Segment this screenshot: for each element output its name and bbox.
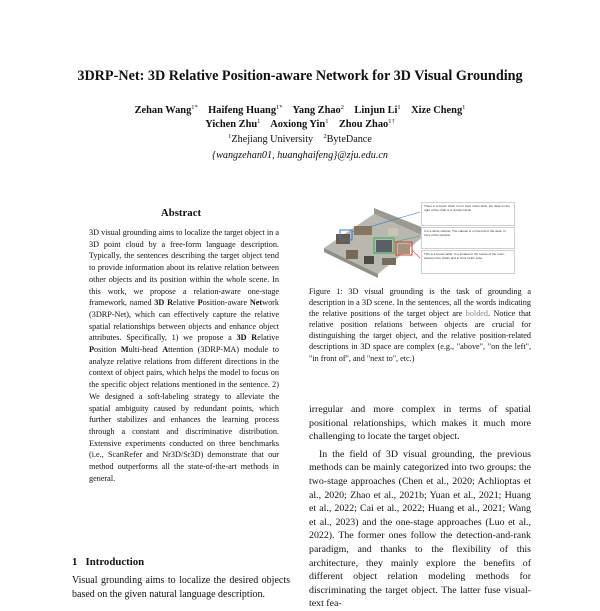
author-row-2 [0, 119, 600, 130]
figure-1 [316, 200, 516, 278]
section-heading-introduction: 1 Introduction [72, 556, 145, 568]
author: Haifeng Huang$^{1*}$ [208, 104, 283, 116]
paragraph: In the field of 3D visual grounding, the previous methods can be mainly categorized into two groups: the two-stage approaches (Chen et al., 2020; Achlioptas et al., 2020; Zhao et al., 2021b; Yuan et al., 2021; Huang et al., 2022; Cai et al., 2022; Huang et al., 2021; Wang et al., 2023) and the one-stage approaches (Luo et al., 2022). The former ones follow the detection-and-rank paradigm, and thanks to the flexibility of this architecture, they mainly explore the benefits of different object relation modeling methods for discriminating the target object. The latter fuse visual-text fea- [309, 448, 531, 610]
author: Zehan Wang$^{1*}$ [134, 104, 198, 116]
author-email: {wangzehan01, huanghaifeng}@zju.edu.cn [212, 150, 388, 161]
figure-description-1: There is a brown chair, it is in front of the desk, the desk on the right of the chair is a wooden desk. [421, 202, 515, 226]
figure-description-3: This is a brown table. It is located in the center of the room, between the chairs and in front of the sofa. [421, 250, 515, 274]
figure-description-2: It is a white cabinet. The cabinet is on the left of the desk, in front of the window. [421, 227, 515, 249]
author: Linjun Li$^1$ [354, 104, 401, 116]
paper-title: 3DRP-Net: 3D Relative Position-aware Network for 3D Visual Grounding [77, 68, 523, 84]
author: Aoxiong Yin$^1$ [270, 118, 329, 130]
abstract-body: 3D visual grounding aims to localize the target object in a 3D point cloud by a free-form language description. Typically, the sentences describing the target object tend to provide information about its relative relation between other objects and its position within the whole scene. In this work, we propose a relation-aware one-stage framework, named 3D Relative Position-aware Network (3DRP-Net), which can effectively capture the relative spatial relationships between objects and enhance object attributes. Specifically, 1) we propose a 3D Relative Position Multi-head Attention (3DRP-MA) module to analyze relative relations from different directions in the context of object pairs, which helps the model to focus on the specific object relations mentioned in the sentence. 2) We designed a soft-labeling strategy to alleviate the spatial ambiguity caused by redundant points, which further stabilizes and enhances the learning process through a constant and discriminative distribution. Extensive experiments conducted on three benchmarks (i.e., ScanRefer and Nr3D/Sr3D) demonstrate that our method outperforms all the state-of-the-art methods in general. [89, 228, 280, 483]
figure-1-caption: Figure 1: 3D visual grounding is the task of grounding a description in a 3D scene. In the sentences, all the words indicating the relative positions of the target object are bolded. Notice that relative position relations between objects are crucial for distinguishing the target object, and the relative position-related descriptions in 3D space are complex (e.g., "above", "on the left", "in front of", and "next to", etc.) [309, 287, 532, 363]
affiliations: $^1$Zhejiang University $^2$ByteDance [228, 133, 372, 145]
author: Yichen Zhu$^1$ [205, 118, 261, 130]
author-row-1 [0, 105, 600, 116]
author: Xize Cheng$^1$ [411, 104, 466, 116]
introduction-text: Visual grounding aims to localize the desired objects based on the given natural language description. [72, 575, 290, 600]
abstract-heading: Abstract [160, 207, 202, 219]
author: Yang Zhao$^2$ [292, 104, 344, 116]
paragraph: irregular and more complex in terms of spatial positional relationships, which makes it much more challenging to locate the target object. [309, 404, 531, 443]
right-column-text [309, 403, 531, 611]
author: Zhou Zhao$^{1\dagger}$ [338, 118, 395, 130]
